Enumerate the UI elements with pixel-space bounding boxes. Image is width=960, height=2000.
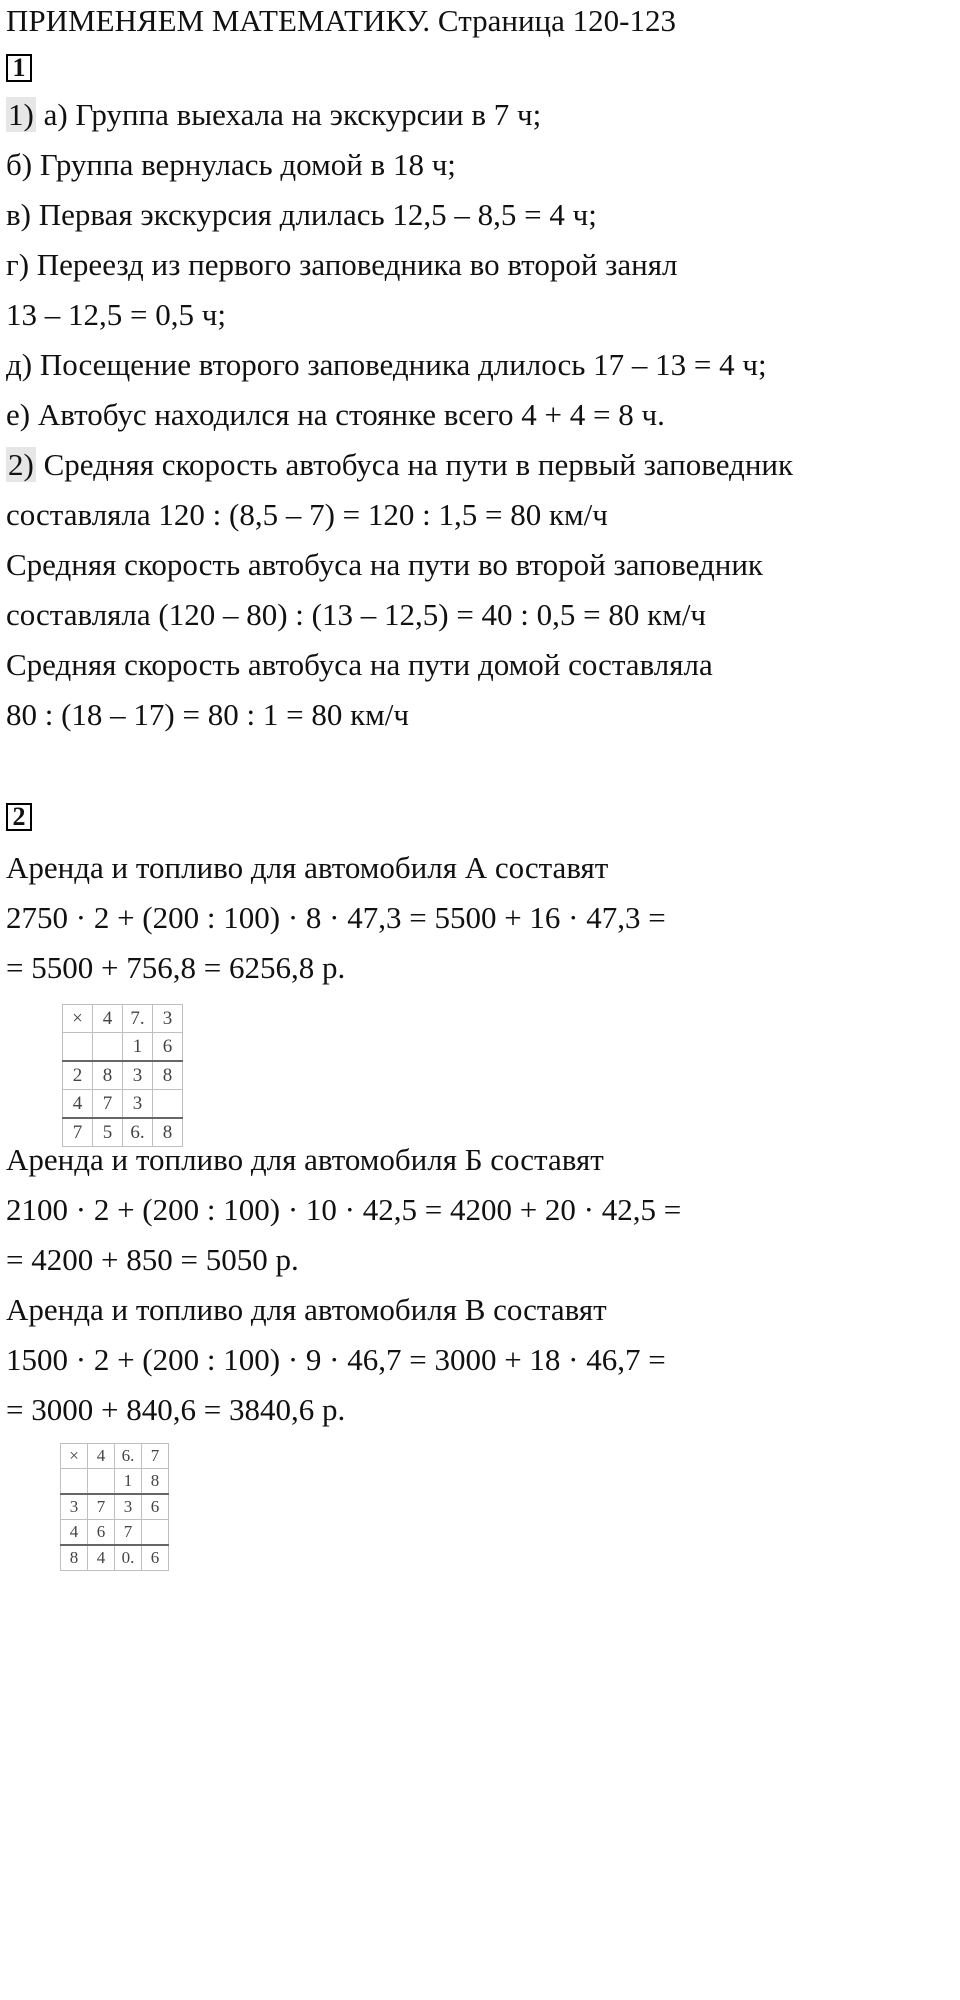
calc-cell: 7. xyxy=(123,1005,153,1033)
calc-cell: 3 xyxy=(123,1090,153,1119)
page-title: ПРИМЕНЯЕМ МАТЕМАТИКУ. Страница 120-123 xyxy=(6,3,676,38)
calc-cell: 6 xyxy=(153,1033,183,1062)
calc-cell: 3 xyxy=(153,1005,183,1033)
calc-cell xyxy=(93,1033,123,1062)
calc-cell: 2 xyxy=(63,1061,93,1090)
task1-line-b: б) Группа вернулась домой в 18 ч; xyxy=(6,147,456,182)
calc-cell: 6 xyxy=(142,1494,169,1520)
calc-cell: 6. xyxy=(115,1444,142,1469)
part-marker-2: 2) xyxy=(8,447,34,482)
calc-cell: 8 xyxy=(93,1061,123,1090)
calc-cell: 8 xyxy=(153,1118,183,1147)
car-v-line-2: 1500 · 2 + (200 : 100) · 9 · 46,7 = 3000 + 18 · 46,7 = xyxy=(6,1342,666,1377)
calc-cell: 7 xyxy=(115,1520,142,1546)
calc-cell: 7 xyxy=(88,1494,115,1520)
multiplication-table-a xyxy=(62,1004,183,1147)
calc-cell: 4 xyxy=(61,1520,88,1546)
calc-cell: × xyxy=(61,1444,88,1469)
car-v-line-1: Аренда и топливо для автомобиля В составят xyxy=(6,1292,607,1327)
car-b-line-1: Аренда и топливо для автомобиля Б составят xyxy=(6,1142,604,1177)
task1-part2-line-6: 80 : (18 – 17) = 80 : 1 = 80 км/ч xyxy=(6,697,409,732)
car-b-line-3: = 4200 + 850 = 5050 р. xyxy=(6,1242,299,1277)
task-number-1: 1 xyxy=(6,54,32,82)
car-a-line-2: 2750 · 2 + (200 : 100) · 8 · 47,3 = 5500 + 16 · 47,3 = xyxy=(6,900,666,935)
calc-cell: 3 xyxy=(61,1494,88,1520)
task1-text-a: а) Группа выехала на экскурсии в 7 ч; xyxy=(43,97,542,132)
calc-cell: 8 xyxy=(142,1469,169,1495)
task1-part2-line-5: Средняя скорость автобуса на пути домой составляла xyxy=(6,647,713,682)
calc-cell: 7 xyxy=(142,1444,169,1469)
calc-cell: 4 xyxy=(63,1090,93,1119)
car-a-line-3: = 5500 + 756,8 = 6256,8 р. xyxy=(6,950,346,985)
calc-cell: 7 xyxy=(93,1090,123,1119)
calc-cell xyxy=(153,1090,183,1119)
task1-line-v: в) Первая экскурсия длилась 12,5 – 8,5 = 4 ч; xyxy=(6,197,597,232)
calc-cell: 4 xyxy=(88,1545,115,1571)
task1-line-d: д) Посещение второго заповедника длилось 17 – 13 = 4 ч; xyxy=(6,347,767,382)
calc-cell xyxy=(88,1469,115,1495)
calc-cell: 4 xyxy=(93,1005,123,1033)
task-number-2: 2 xyxy=(6,803,32,831)
task1-part2-line-2: составляла 120 : (8,5 – 7) = 120 : 1,5 = 80 км/ч xyxy=(6,497,608,532)
task1-line-g-cont: 13 – 12,5 = 0,5 ч; xyxy=(6,297,226,332)
task1-part2-text-1: Средняя скорость автобуса на пути в первый заповедник xyxy=(43,447,794,482)
calc-cell: 6 xyxy=(142,1545,169,1571)
calc-cell: 6. xyxy=(123,1118,153,1147)
multiplication-table-v xyxy=(60,1443,169,1571)
calc-cell: 7 xyxy=(63,1118,93,1147)
task1-part2-line-1 xyxy=(6,447,793,483)
task1-line-g: г) Переезд из первого заповедника во второй занял xyxy=(6,247,678,282)
calc-cell: 0. xyxy=(115,1545,142,1571)
calc-cell: 3 xyxy=(123,1061,153,1090)
calc-cell xyxy=(63,1033,93,1062)
part-marker-1: 1) xyxy=(8,97,34,132)
calc-cell: 1 xyxy=(115,1469,142,1495)
task1-line-a xyxy=(6,97,541,133)
calc-cell xyxy=(61,1469,88,1495)
car-a-line-1: Аренда и топливо для автомобиля А составят xyxy=(6,850,609,885)
calc-cell xyxy=(142,1520,169,1546)
task1-part2-line-4: составляла (120 – 80) : (13 – 12,5) = 40 : 0,5 = 80 км/ч xyxy=(6,597,707,632)
calc-cell: × xyxy=(63,1005,93,1033)
calc-cell: 3 xyxy=(115,1494,142,1520)
calc-cell: 5 xyxy=(93,1118,123,1147)
task1-line-e: е) Автобус находился на стоянке всего 4 + 4 = 8 ч. xyxy=(6,397,665,432)
calc-cell: 6 xyxy=(88,1520,115,1546)
car-b-line-2: 2100 · 2 + (200 : 100) · 10 · 42,5 = 4200 + 20 · 42,5 = xyxy=(6,1192,682,1227)
calc-cell: 8 xyxy=(61,1545,88,1571)
calc-cell: 8 xyxy=(153,1061,183,1090)
calc-cell: 4 xyxy=(88,1444,115,1469)
car-v-line-3: = 3000 + 840,6 = 3840,6 р. xyxy=(6,1392,346,1427)
task1-part2-line-3: Средняя скорость автобуса на пути во второй заповедник xyxy=(6,547,763,582)
calc-cell: 1 xyxy=(123,1033,153,1062)
